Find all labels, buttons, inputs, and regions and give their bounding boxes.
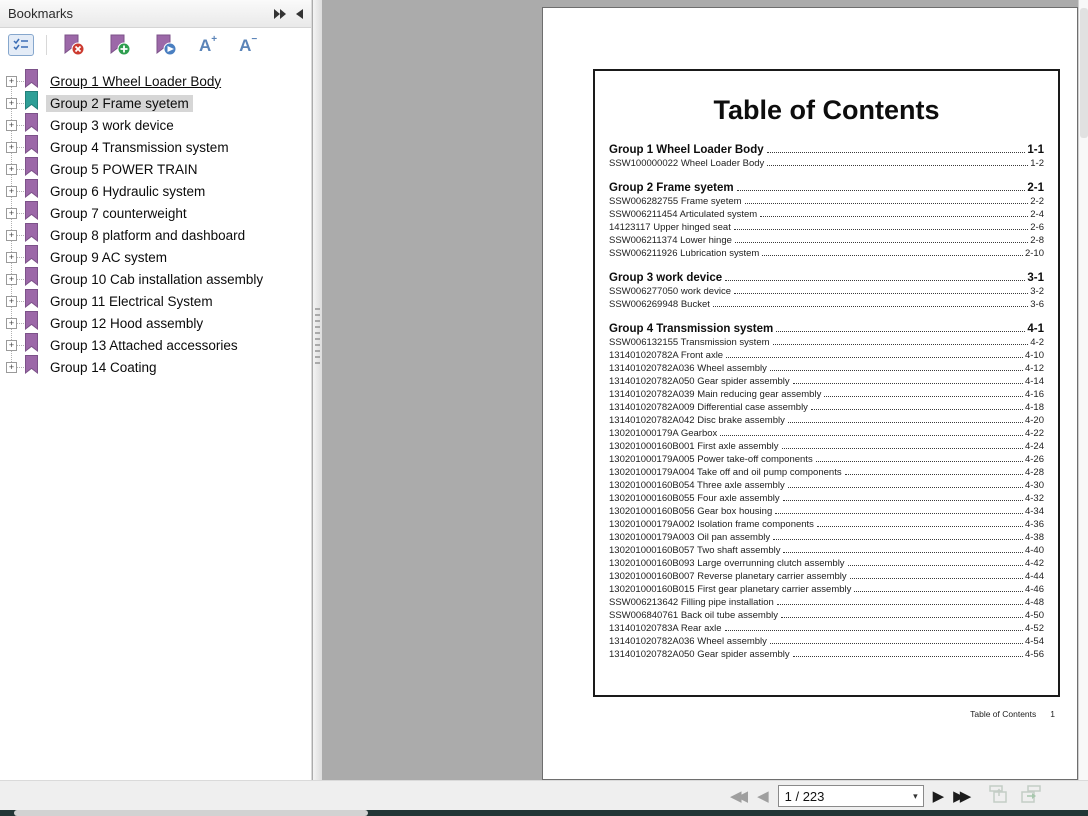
toc-entry-label: 131401020782A Front axle — [609, 350, 724, 361]
tree-connector — [17, 279, 24, 280]
bookmark-item[interactable] — [0, 312, 311, 334]
dot-leader — [720, 435, 1023, 436]
tree-connector — [17, 257, 24, 258]
bookmark-ribbon-icon — [24, 311, 39, 335]
bookmark-label[interactable]: Group 14 Coating — [50, 359, 157, 375]
bookmark-item[interactable] — [0, 70, 311, 92]
dot-leader — [737, 190, 1026, 191]
resize-grip-icon — [315, 308, 320, 366]
bookmark-ribbon-icon — [24, 179, 39, 203]
toc-entry-page: 4-48 — [1024, 597, 1044, 608]
bookmark-ribbon-icon — [24, 355, 39, 379]
toc-entry[interactable] — [609, 467, 1044, 480]
toc-entries — [609, 158, 1044, 171]
bookmarks-panel-title: Bookmarks — [8, 6, 74, 21]
toc-entry[interactable] — [609, 209, 1044, 222]
dot-leader — [726, 357, 1023, 358]
toc-entry-page: 4-28 — [1024, 467, 1044, 478]
dot-leader — [734, 293, 1028, 294]
toc-section-header[interactable] — [609, 323, 1044, 337]
dot-leader — [770, 370, 1023, 371]
toc-entry-page: 4-26 — [1024, 454, 1044, 465]
toc-entry-page: 2-8 — [1030, 235, 1044, 246]
bookmark-ribbon-icon — [24, 289, 39, 313]
bookmark-item[interactable] — [0, 202, 311, 224]
toc-entry[interactable] — [609, 454, 1044, 467]
dot-leader — [767, 165, 1028, 166]
tree-connector — [17, 213, 24, 214]
toc-entry-label: 130201000160B001 First axle assembly — [609, 441, 779, 452]
next-page-icon[interactable]: ▶ — [932, 787, 940, 805]
toc-section — [609, 272, 1044, 312]
toc-entry-label: 130201000160B057 Two shaft assembly — [609, 545, 781, 556]
toc-entry[interactable] — [609, 623, 1044, 636]
horizontal-scrollbar-thumb[interactable] — [14, 810, 368, 816]
toc-entry-label: SSW006277050 work device — [609, 286, 731, 297]
dot-leader — [845, 474, 1023, 475]
bookmark-label[interactable]: Group 12 Hood assembly — [50, 315, 204, 331]
dot-leader — [745, 203, 1029, 204]
toc-entry-label: 131401020782A042 Disc brake assembly — [609, 415, 785, 426]
tree-connector — [17, 81, 24, 82]
toc-entry[interactable] — [609, 636, 1044, 649]
toc-entry[interactable] — [609, 235, 1044, 248]
toc-entry-label: 131401020783A Rear axle — [609, 623, 722, 634]
toc-section — [609, 323, 1044, 662]
panel-resize-handle[interactable] — [313, 0, 322, 780]
bookmarks-panel — [0, 0, 312, 780]
toc-entry[interactable] — [609, 545, 1044, 558]
bookmark-item[interactable] — [0, 246, 311, 268]
tree-connector — [17, 301, 24, 302]
toc-entry[interactable] — [609, 506, 1044, 519]
toc-entry-label: SSW006269948 Bucket — [609, 299, 710, 310]
dot-leader — [777, 604, 1023, 605]
toc-section — [609, 144, 1044, 171]
expand-node-icon[interactable]: + — [6, 120, 17, 131]
toc-entry-page: 2-6 — [1030, 222, 1044, 233]
page-number-input[interactable] — [778, 785, 924, 807]
toc-section-page: 2-1 — [1027, 182, 1044, 194]
toc-entry-label: SSW006282755 Frame syetem — [609, 196, 742, 207]
toc-entry-page: 4-54 — [1024, 636, 1044, 647]
toc-entry-label: 14123117 Upper hinged seat — [609, 222, 731, 233]
last-page-icon[interactable]: ▶▶ — [953, 787, 967, 805]
expand-node-icon[interactable]: + — [6, 274, 17, 285]
dot-leader — [775, 513, 1023, 514]
expand-node-icon[interactable]: + — [6, 208, 17, 219]
toc-entry-page: 2-2 — [1030, 196, 1044, 207]
bookmark-ribbon-icon — [24, 201, 39, 225]
toc-entry-label: 130201000179A002 Isolation frame components — [609, 519, 814, 530]
toc-entry-label: SSW006211454 Articulated system — [609, 209, 758, 220]
bookmark-item[interactable] — [0, 92, 311, 114]
toc-entry-label: 130201000160B007 Reverse planetary carrier assembly — [609, 571, 847, 582]
toc-entry-label: 131401020782A050 Gear spider assembly — [609, 649, 790, 660]
bookmark-item[interactable] — [0, 114, 311, 136]
toc-entry-page: 4-56 — [1024, 649, 1044, 660]
bookmark-label[interactable]: Group 13 Attached accessories — [50, 337, 238, 353]
toc-entry-label: SSW006840761 Back oil tube assembly — [609, 610, 778, 621]
dot-leader — [788, 422, 1023, 423]
toc-entry[interactable] — [609, 158, 1044, 171]
bookmark-label[interactable]: Group 1 Wheel Loader Body — [50, 73, 222, 89]
bookmark-ribbon-icon — [24, 223, 39, 247]
tree-connector — [17, 147, 24, 148]
dot-leader — [713, 306, 1028, 307]
toc-entry[interactable] — [609, 196, 1044, 209]
toc-entry-page: 4-2 — [1030, 337, 1044, 348]
bookmark-label[interactable]: Group 7 counterweight — [50, 205, 187, 221]
dot-leader — [760, 216, 1028, 217]
dot-leader — [781, 617, 1023, 618]
footer-page-number: 1 — [1050, 709, 1055, 719]
expand-node-icon[interactable]: + — [6, 98, 17, 109]
bookmark-label[interactable]: Group 8 platform and dashboard — [50, 227, 246, 243]
toc-entry[interactable] — [609, 558, 1044, 571]
tree-connector — [17, 367, 24, 368]
toc-entry-page: 4-42 — [1024, 558, 1044, 569]
toc-sections — [609, 144, 1044, 662]
tree-connector — [17, 345, 24, 346]
toc-entry[interactable] — [609, 363, 1044, 376]
toc-section-title: Group 3 work device — [609, 272, 723, 284]
collapse-panel-icon[interactable] — [273, 9, 287, 19]
expand-node-icon[interactable]: + — [6, 318, 17, 329]
toc-entry-label: 130201000160B015 First gear planetary carrier assembly — [609, 584, 852, 595]
bookmark-list — [0, 62, 311, 378]
toc-entry-page: 4-10 — [1024, 350, 1044, 361]
expand-node-icon[interactable]: + — [6, 76, 17, 87]
hide-panel-icon[interactable] — [295, 9, 303, 19]
dot-leader — [793, 383, 1023, 384]
toc-section — [609, 182, 1044, 261]
toc-entry[interactable] — [609, 337, 1044, 350]
dot-leader — [773, 344, 1029, 345]
toc-entry[interactable] — [609, 649, 1044, 662]
vertical-scrollbar-thumb[interactable] — [1080, 8, 1088, 138]
toc-entry-label: 130201000160B093 Large overrunning clutch assembly — [609, 558, 845, 569]
toc-entries — [609, 286, 1044, 312]
toc-border-box — [593, 69, 1060, 697]
toc-entry[interactable] — [609, 376, 1044, 389]
page-footer — [970, 709, 1055, 719]
bookmark-item[interactable] — [0, 334, 311, 356]
toc-entry-page: 4-32 — [1024, 493, 1044, 504]
toc-section-page: 3-1 — [1027, 272, 1044, 284]
toc-entry[interactable] — [609, 415, 1044, 428]
tree-connector — [17, 191, 24, 192]
tree-connector — [17, 235, 24, 236]
toc-entry-page: 4-38 — [1024, 532, 1044, 543]
toc-entry[interactable] — [609, 299, 1044, 312]
toc-entry-page: 2-10 — [1024, 248, 1044, 259]
toc-entry-label: SSW006211926 Lubrication system — [609, 248, 760, 259]
toc-entry-label: 130201000160B055 Four axle assembly — [609, 493, 780, 504]
bookmark-ribbon-icon — [24, 69, 39, 93]
toc-section-title: Group 2 Frame syetem — [609, 182, 734, 194]
toc-entry-page: 4-40 — [1024, 545, 1044, 556]
toc-entries — [609, 196, 1044, 261]
expand-node-icon[interactable]: + — [6, 362, 17, 373]
bookmark-label[interactable]: Group 11 Electrical System — [50, 293, 213, 309]
dot-leader — [783, 500, 1023, 501]
toc-section-title: Group 1 Wheel Loader Body — [609, 144, 764, 156]
expand-node-icon[interactable]: + — [6, 164, 17, 175]
dot-leader — [734, 229, 1028, 230]
toc-entry-page: 4-14 — [1024, 376, 1044, 387]
toc-entry-page: 4-44 — [1024, 571, 1044, 582]
bookmark-item[interactable] — [0, 224, 311, 246]
page-navigation-bar — [0, 780, 1088, 810]
toc-entry-page: 4-50 — [1024, 610, 1044, 621]
add-bookmark-icon[interactable] — [107, 33, 131, 57]
toc-entry[interactable] — [609, 350, 1044, 363]
previous-view-icon[interactable] — [988, 784, 1010, 809]
toc-entry-label: 130201000179A005 Power take-off components — [609, 454, 813, 465]
dot-leader — [767, 152, 1026, 153]
dot-leader — [735, 242, 1028, 243]
toc-section-title: Group 4 Transmission system — [609, 323, 774, 335]
toc-entry-label: 130201000179A004 Take off and oil pump components — [609, 467, 842, 478]
dot-leader — [854, 591, 1023, 592]
toc-entry-page: 4-30 — [1024, 480, 1044, 491]
toc-entry-label: 130201000179A Gearbox — [609, 428, 718, 439]
vertical-scrollbar[interactable] — [1078, 0, 1088, 780]
toc-entries — [609, 337, 1044, 662]
bookmark-item[interactable] — [0, 268, 311, 290]
bookmark-item[interactable] — [0, 180, 311, 202]
bookmark-label[interactable]: Group 2 Frame syetem — [46, 95, 193, 112]
toc-entry-label: 131401020782A036 Wheel assembly — [609, 636, 767, 647]
toc-entry[interactable] — [609, 480, 1044, 493]
toc-section-header[interactable] — [609, 272, 1044, 286]
toc-entry-label: 131401020782A050 Gear spider assembly — [609, 376, 790, 387]
expand-current-bookmark-icon[interactable] — [153, 33, 177, 57]
toc-entry-label: SSW006213642 Filling pipe installation — [609, 597, 774, 608]
bookmark-label[interactable]: Group 9 AC system — [50, 249, 168, 265]
toc-entry-page: 4-22 — [1024, 428, 1044, 439]
toc-entry[interactable] — [609, 441, 1044, 454]
toc-entry[interactable] — [609, 286, 1044, 299]
toc-entry-page: 4-12 — [1024, 363, 1044, 374]
toc-entry-page: 3-2 — [1030, 286, 1044, 297]
toc-entry[interactable] — [609, 389, 1044, 402]
toc-entry-page: 3-6 — [1030, 299, 1044, 310]
toolbar-separator — [46, 35, 47, 55]
tree-connector — [17, 323, 24, 324]
toc-entry-page: 4-16 — [1024, 389, 1044, 400]
expand-node-icon[interactable]: + — [6, 340, 17, 351]
dot-leader — [773, 539, 1023, 540]
toc-entry[interactable] — [609, 532, 1044, 545]
bookmark-ribbon-icon — [24, 333, 39, 357]
bookmark-label[interactable]: Group 10 Cab installation assembly — [50, 271, 264, 287]
toc-section-header[interactable] — [609, 144, 1044, 158]
footer-label: Table of Contents — [970, 709, 1037, 719]
toc-entry-label: SSW006132155 Transmission system — [609, 337, 770, 348]
first-page-icon[interactable]: ◀◀ — [730, 787, 744, 805]
toc-entry-label: SSW100000022 Wheel Loader Body — [609, 158, 765, 169]
toc-entry-label: 131401020782A039 Main reducing gear assembly — [609, 389, 822, 400]
bookmark-label[interactable]: Group 6 Hydraulic system — [50, 183, 206, 199]
dot-leader — [817, 526, 1023, 527]
dot-leader — [788, 487, 1023, 488]
next-view-icon[interactable] — [1020, 784, 1042, 809]
chevron-down-icon[interactable]: ▾ — [913, 790, 918, 801]
toc-title: Table of Contents — [713, 95, 940, 125]
toc-entry-label: 131401020782A036 Wheel assembly — [609, 363, 767, 374]
bookmark-label[interactable]: Group 4 Transmission system — [50, 139, 229, 155]
toc-entry[interactable] — [609, 428, 1044, 441]
toc-entry-page: 4-24 — [1024, 441, 1044, 452]
tree-connector — [17, 125, 24, 126]
document-canvas — [322, 0, 1078, 780]
dot-leader — [793, 656, 1023, 657]
bookmark-ribbon-icon — [24, 91, 39, 115]
dot-leader — [848, 565, 1023, 566]
bookmark-label[interactable]: Group 5 POWER TRAIN — [50, 161, 198, 177]
dot-leader — [725, 630, 1023, 631]
expand-node-icon[interactable]: + — [6, 296, 17, 307]
options-icon[interactable] — [8, 34, 34, 56]
bookmark-ribbon-icon — [24, 113, 39, 137]
dot-leader — [811, 409, 1023, 410]
toc-entry[interactable] — [609, 571, 1044, 584]
tree-connector — [17, 169, 24, 170]
toc-section-page: 4-1 — [1027, 323, 1044, 335]
bookmarks-panel-header — [0, 0, 311, 28]
toc-entry-page: 4-34 — [1024, 506, 1044, 517]
bookmark-item[interactable] — [0, 158, 311, 180]
toc-entry-label: 130201000160B054 Three axle assembly — [609, 480, 785, 491]
delete-bookmark-icon[interactable] — [61, 33, 85, 57]
bookmark-item[interactable] — [0, 356, 311, 378]
expand-node-icon[interactable]: + — [6, 142, 17, 153]
expand-node-icon[interactable]: + — [6, 252, 17, 263]
dot-leader — [816, 461, 1023, 462]
bookmarks-toolbar — [0, 28, 311, 62]
increase-text-size-icon[interactable]: A+ — [199, 33, 218, 55]
toc-entry-page: 4-46 — [1024, 584, 1044, 595]
tree-connector — [17, 103, 24, 104]
toc-entry[interactable] — [609, 222, 1044, 235]
decrease-text-size-icon[interactable]: A− — [239, 33, 258, 55]
dot-leader — [850, 578, 1023, 579]
toc-entry-page: 4-52 — [1024, 623, 1044, 634]
previous-page-icon[interactable]: ◀ — [757, 787, 764, 805]
toc-entry-page: 4-20 — [1024, 415, 1044, 426]
toc-entry[interactable] — [609, 519, 1044, 532]
toc-entry[interactable] — [609, 584, 1044, 597]
page-number-value[interactable]: 1 / 223 — [784, 788, 825, 804]
dot-leader — [783, 552, 1023, 553]
toc-section-header[interactable] — [609, 182, 1044, 196]
toc-entry-label: 130201000160B056 Gear box housing — [609, 506, 773, 517]
toc-entry-label: 131401020782A009 Differential case assembly — [609, 402, 808, 413]
toc-entry-page: 4-18 — [1024, 402, 1044, 413]
dot-leader — [782, 448, 1023, 449]
toc-entry[interactable] — [609, 597, 1044, 610]
dot-leader — [762, 255, 1023, 256]
toc-entry-page: 1-2 — [1030, 158, 1044, 169]
horizontal-scrollbar[interactable] — [0, 810, 1088, 816]
dot-leader — [770, 643, 1023, 644]
dot-leader — [824, 396, 1023, 397]
bookmark-ribbon-icon — [24, 267, 39, 291]
toc-entry[interactable] — [609, 248, 1044, 261]
bookmark-ribbon-icon — [24, 245, 39, 269]
bookmark-label[interactable]: Group 3 work device — [50, 117, 174, 133]
toc-entry[interactable] — [609, 493, 1044, 506]
bookmark-item[interactable] — [0, 136, 311, 158]
expand-node-icon[interactable]: + — [6, 230, 17, 241]
pdf-page — [542, 7, 1078, 780]
toc-entry-label: 130201000179A003 Oil pan assembly — [609, 532, 771, 543]
toc-section-page: 1-1 — [1027, 144, 1044, 156]
toc-entry-page: 4-36 — [1024, 519, 1044, 530]
expand-node-icon[interactable]: + — [6, 186, 17, 197]
dot-leader — [725, 280, 1025, 281]
bookmark-item[interactable] — [0, 290, 311, 312]
toc-entry-label: SSW006211374 Lower hinge — [609, 235, 732, 246]
bookmark-ribbon-icon — [24, 135, 39, 159]
toc-entry[interactable] — [609, 610, 1044, 623]
toc-entry-page: 2-4 — [1030, 209, 1044, 220]
bookmark-ribbon-icon — [24, 157, 39, 181]
toc-entry[interactable] — [609, 402, 1044, 415]
dot-leader — [776, 331, 1025, 332]
